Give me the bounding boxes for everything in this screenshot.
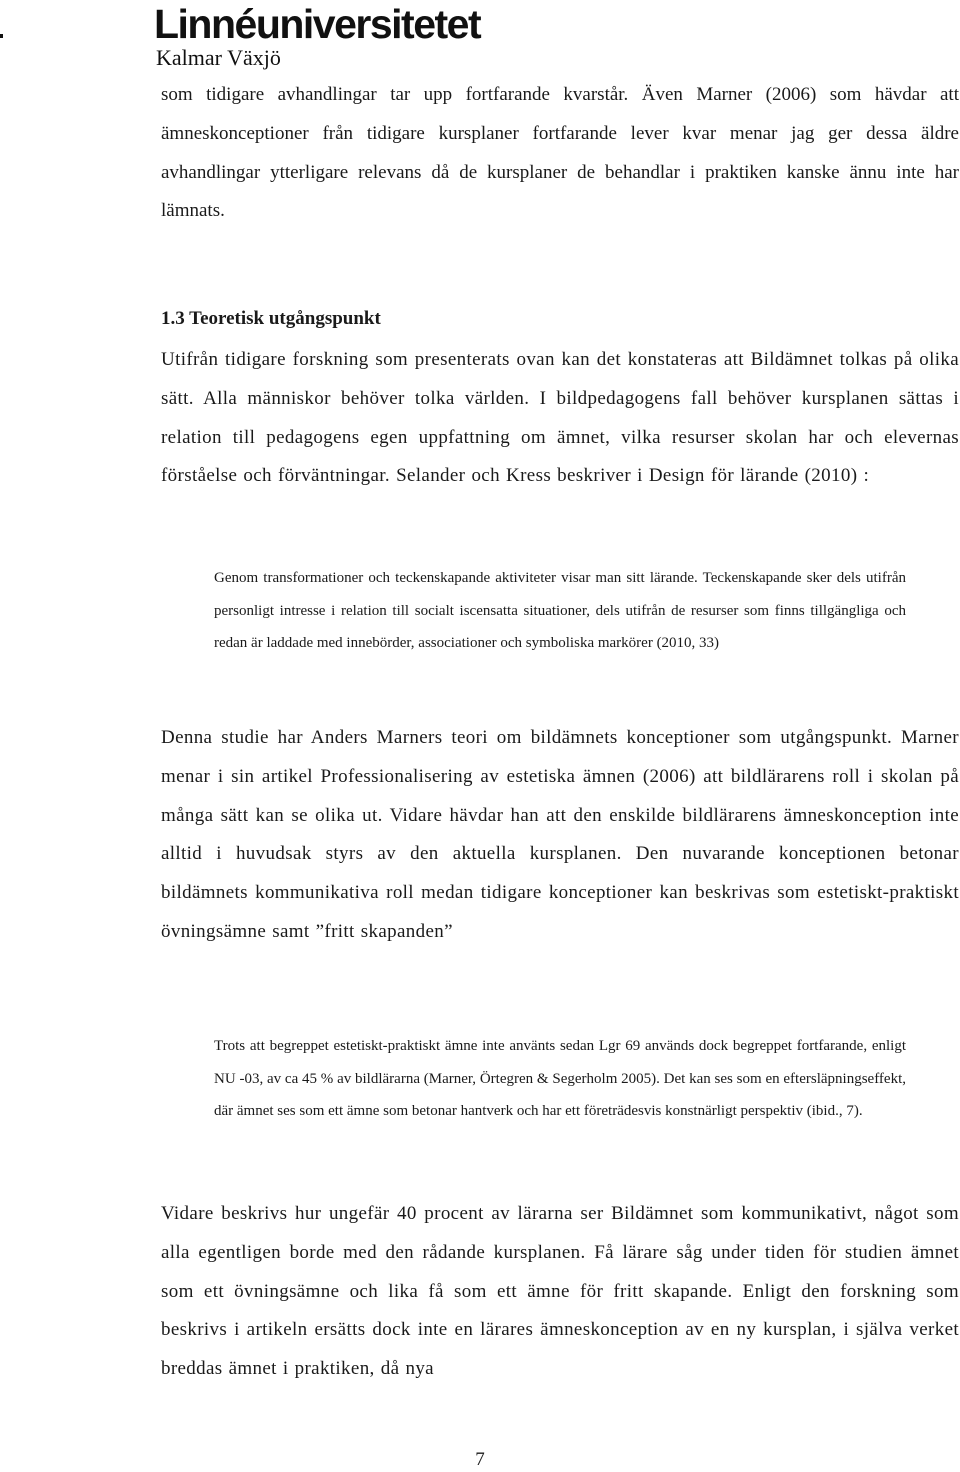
page-number: 7 — [475, 1449, 485, 1470]
block-quote-selander-kress: Genom transformationer och teckenskapande aktiviteter visar man sitt lärande. Teckenskapande sker dels utifrån personligt intresse i relation till socialt iscensatta situationer, dels utifrån de resurser som finns tillgängliga och redan är laddade med innebörder, associationer och symboliska markörer (2010, 33) — [214, 570, 906, 652]
logo-subtitle: Kalmar Växjö — [156, 45, 281, 70]
paragraph-intro: som tidigare avhandlingar tar upp fortfarande kvarstår. Även Marner (2006) som hävdar att ämneskonceptioner från tidigare kursplaner fortfarande lever kvar menar jag ger dessa äldre avhandlingar ytterligare relevans då de kursplaner de behandlar i praktiken kanske ännu inte har lämnats. — [161, 84, 959, 222]
paragraph-survey: Vidare beskrivs hur ungefär 40 procent av lärarna ser Bildämnet som kommunikativt, något som alla egentligen borde med den rådande kursplanen. Få lärare såg under tiden för studien ämnet som ett övningsämne och lika få som ett ämne för fritt skapande. Enligt den forskning som beskrivs i artikeln ersätts dock inte en lärares ämneskonception av en ny kursplan, i själva verket breddas ämnet i praktiken, då nya — [161, 1203, 959, 1380]
logo-wordmark: Linnéuniversitetet — [154, 1, 481, 47]
section-heading: 1.3 Teoretisk utgångspunkt — [161, 308, 381, 329]
university-logo — [154, 2, 480, 70]
block-quote-marner: Trots att begreppet estetiskt-praktiskt ämne inte använts sedan Lgr 69 används dock begreppet fortfarande, enligt NU -03, av ca 45 % av bildlärarna (Marner, Örtegren & Segerholm 2005). Det kan ses som en eftersläpningseffekt, där ämnet ses som ett ämne som betonar hantverk och har ett företrädesvis konstnärligt perspektiv (ibid., 7). — [214, 1038, 906, 1120]
paragraph-theory: Utifrån tidigare forskning som presenterats ovan kan det konstateras att Bildämnet tolkas på olika sätt. Alla människor behöver tolka världen. I bildpedagogens fall behöver kursplanen sättas i relation till pedagogens egen uppfattning om ämnet, vilka resurser skolan har och elevernas förståelse och förväntningar. Selander och Kress beskriver i Design för lärande (2010) : — [161, 349, 959, 487]
page-edge-mark — [0, 34, 3, 38]
paragraph-marner: Denna studie har Anders Marners teori om bildämnets konceptioner som utgångspunkt. Marner menar i sin artikel Professionalisering av estetiska ämnen (2006) att bildlärarens roll i skolan på många sätt kan se olika ut. Vidare hävdar han att den enskilde bildlärarens ämneskonception inte alltid i huvudsak styrs av den aktuella kursplanen. Den nuvarande konceptionen betonar bildämnets kommunikativa roll medan tidigare konceptioner kan beskrivas som estetiskt-praktiskt övningsämne samt ”fritt skapanden” — [161, 727, 959, 942]
